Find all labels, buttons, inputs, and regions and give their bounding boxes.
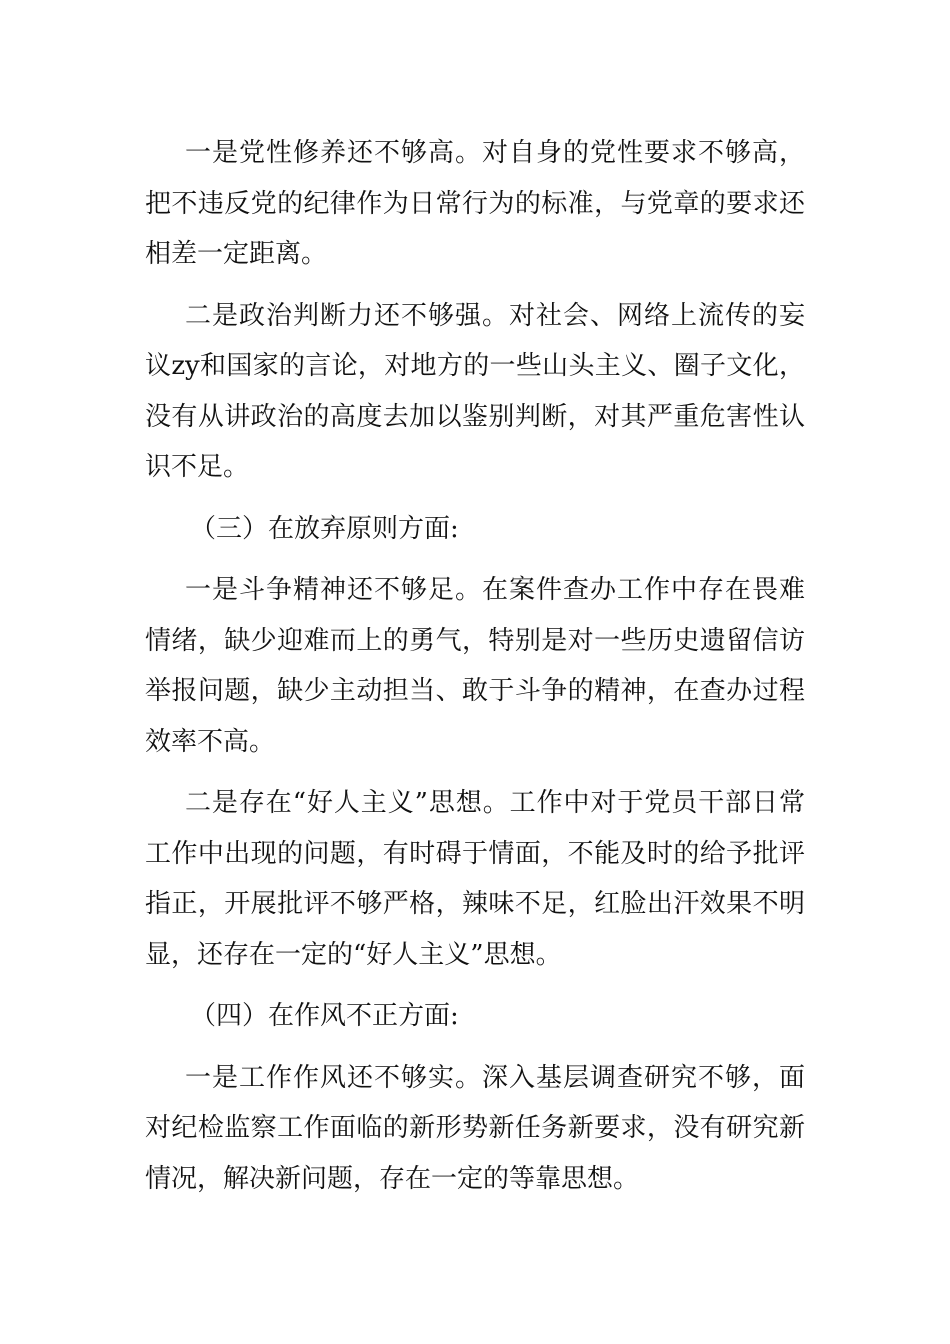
- paragraph-political-judgment: 二是政治判断力还不够强。对社会、网络上流传的妄议zy和国家的言论，对地方的一些山头主义、圈子文化，没有从讲政治的高度去加以鉴别判断，对其严重危害性认识不足。: [145, 300, 805, 482]
- section-heading-principles: （三）在放弃原则方面:: [190, 513, 459, 544]
- section-heading-work-style: （四）在作风不正方面:: [190, 1001, 459, 1031]
- paragraph-work-style: 一是工作作风还不够实。深入基层调查研究不够，面对纪检监察工作面临的新形势新任务新要求，没有研究新情况，解决新问题，存在一定的等靠思想。: [145, 1062, 805, 1194]
- paragraph-fighting-spirit: 一是斗争精神还不够足。在案件查办工作中存在畏难情绪，缺少迎难而上的勇气，特别是对一些历史遗留信访举报问题，缺少主动担当、敢于斗争的精神，在查办过程效率不高。: [145, 575, 805, 757]
- paragraph-good-person-ism: 二是存在“好人主义”思想。工作中对于党员干部日常工作中出现的问题，有时碍于情面，不能及时的给予批评指正，开展批评不够严格，辣味不足，红脸出汗效果不明显，还存在一定的“好人主义”思想。: [145, 788, 805, 970]
- paragraph-party-spirit: 一是党性修养还不够高。对自身的党性要求不够高，把不违反党的纪律作为日常行为的标准，与党章的要求还相差一定距离。: [145, 138, 805, 269]
- document-body: [145, 128, 805, 1215]
